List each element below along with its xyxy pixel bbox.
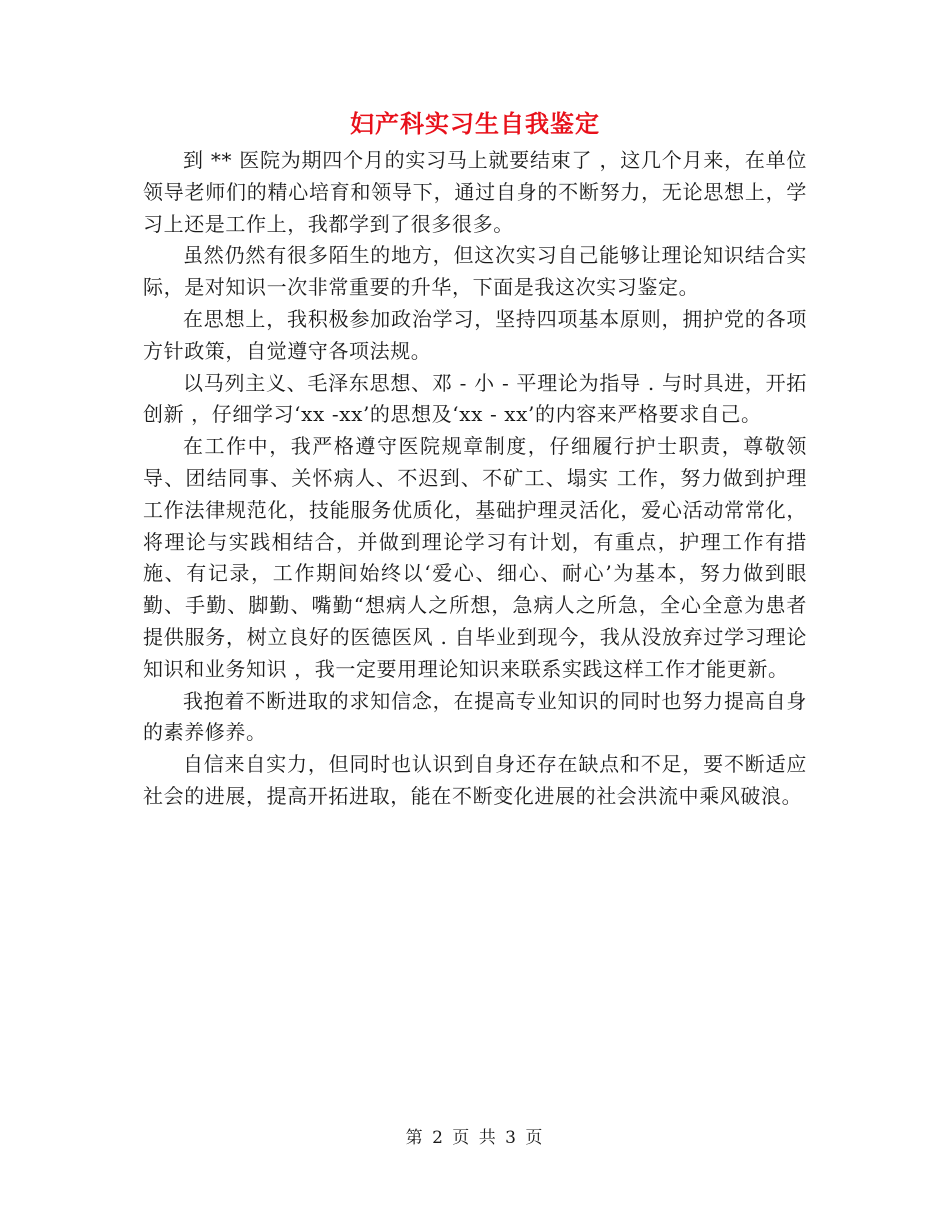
paragraph-7: 自信来自实力，但同时也认识到自身还存在缺点和不足，要不断适应社会的进展，提高开拓进取，能在不断变化进展的社会洪流中乘风破浪。 <box>143 752 807 808</box>
paragraph-2: 虽然仍然有很多陌生的地方，但这次实习自己能够让理论知识结合实际，是对知识一次非常重要的升华，下面是我这次实习鉴定。 <box>143 243 807 300</box>
paragraph-6: 我抱着不断进取的求知信念，在提高专业知识的同时也努力提高自身的素养修养。 <box>143 688 807 745</box>
document-body <box>143 145 807 813</box>
paragraph-4: 以马列主义、毛泽东思想、邓 - 小 - 平理论为指导 . 与时具进，开拓创新 ，仔细学习‘xx -xx’的思想及‘xx - xx’的内容来严格要求自己。 <box>143 370 807 427</box>
paragraph-5: 在工作中，我严格遵守医院规章制度，仔细履行护士职责，尊敬领导、团结同事、关怀病人、不迟到、不矿工、塌实 工作，努力做到护理工作法律规范化，技能服务优质化，基础护理灵活化，爱心活动常常化，将理论与实践相结合，并做到理论学习有计划，有重点，护理工作有措施、有记录，工作期间始终以‘爱心、细心、耐心’为基本，努力做到眼勤、手勤、脚勤、嘴勤“想病人之所想，急病人之所急，全心全意为患者提供服务，树立良好的医德医风 . 自毕业到现今，我从没放弃过学习理论知识和业务知识 ，我一定要用理论知识来联系实践这样工作才能更新。 <box>143 434 807 681</box>
page-number: 第 2 页 共 3 页 <box>405 1128 545 1148</box>
paragraph-3: 在思想上，我积极参加政治学习，坚持四项基本原则，拥护党的各项方针政策，自觉遵守各项法规。 <box>143 306 807 363</box>
document-title: 妇产科实习生自我鉴定 <box>350 109 600 138</box>
paragraph-1: 到 ** 医院为期四个月的实习马上就要结束了 ，这几个月来，在单位领导老师们的精心培育和领导下，通过自身的不断努力，无论思想上，学习上还是工作上，我都学到了很多很多。 <box>143 148 807 236</box>
